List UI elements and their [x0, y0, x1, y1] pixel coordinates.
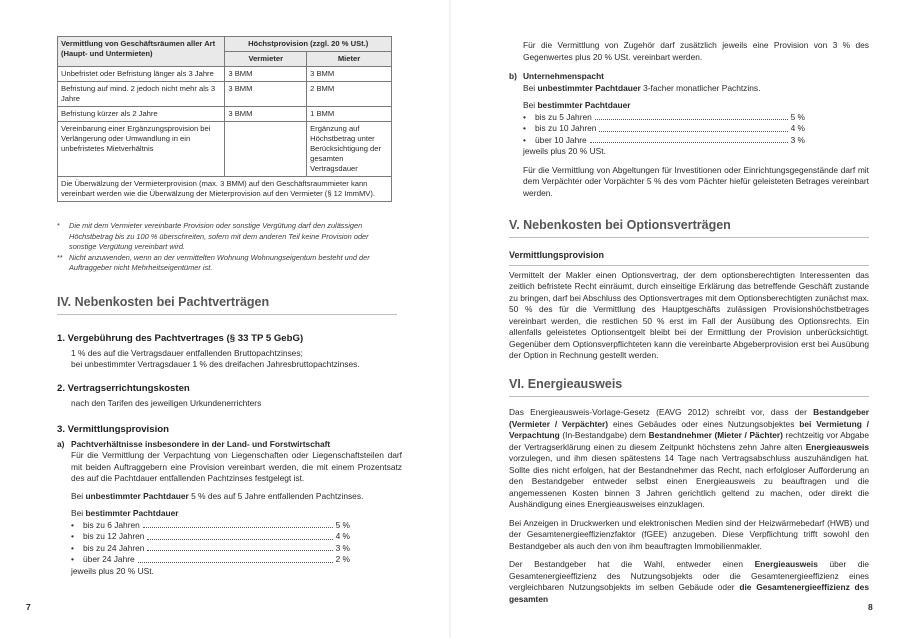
text-bold: Bestandgeber (Vermieter / Verpächter) [509, 407, 869, 429]
table-row [58, 122, 392, 177]
page-number: 7 [26, 602, 31, 612]
text-bold: bestimmter Pachtdauer [537, 100, 631, 110]
intro-text: Für die Vermittlung von Zugehör darf zusätzlich jeweils eine Provision von 3 % des Gegenwertes plus 20 % USt. vereinbart werden. [523, 40, 869, 62]
text-span: 3-facher monatlicher Pachtzins. [640, 82, 761, 93]
table-cell: Unbefristet oder Befristung länger als 3 Jahre [58, 67, 225, 82]
table-cell: Vereinbarung einer Ergänzungsprovision bei Verlängerung oder Umwandlung in ein unbefristetes Mietverhältnis [58, 122, 225, 177]
text-span: Bei [523, 82, 538, 93]
list-item-value: 2 % [335, 554, 350, 564]
list-item-value: 4 % [790, 123, 805, 133]
text-bold: Energieausweis [754, 559, 818, 569]
section-6-paragraph-2: Bei Anzeigen in Druckwerken und elektronischen Medien sind der Heizwärmebedarf (HWB) und der Gesamtenergieeffizienzfaktor (fGEE) anzugeben. Diese Verpflichtung trifft sowohl den Bestandgeber als auch den von ihm beauftragten Immobilienmakler. [509, 517, 869, 551]
text-bold: bei Vermietung / Verpachtung [509, 418, 869, 440]
text-span: eines Gebäudes oder eines Nutzungsobjektes [608, 418, 800, 429]
section-6-paragraph-3 [509, 559, 869, 605]
list-item-value: 4 % [335, 531, 350, 541]
table-cell: Ergänzung auf Höchstbetrag unter Berücksichtigung der gesamten Vertragsdauer [307, 122, 392, 177]
text-bold: unbestimmter Pachtdauer [537, 82, 641, 93]
right-page [450, 0, 900, 638]
table-cell: 3 BMM [225, 82, 307, 107]
vat-note: jeweils plus 20 % USt. [523, 146, 606, 156]
list-item: • bis zu 6 Jahren 5 % [71, 519, 350, 530]
table-cell: 1 BMM [307, 107, 392, 122]
vat-note: jeweils plus 20 % USt. [71, 565, 154, 576]
page-number: 8 [868, 602, 873, 612]
section-title-energieausweis: VI. Energieausweis [509, 379, 869, 397]
text-span: über die Gesamtenergieeffizienz des Nutzungsobjekts oder die Gesamtenergieeffizienz eines vergleichbaren Nutzungsobjekts im selben Gebäude oder [509, 559, 870, 592]
list-item-label: bis zu 24 Jahren [83, 542, 145, 553]
table-cell: 3 BMM [307, 67, 392, 82]
text-span: Bei [71, 508, 86, 518]
list-item-label: bis zu 12 Jahren [83, 531, 145, 541]
text-span: vorzulegen, und ihm diesen spätestens 14 Tage nach Vertragsabschluss auszuhändigen hat. Sollte dies nicht erfolgen, hat der Bestandnehmer das Recht, nach erfolgloser Aufforderung an den Bestandgeber entweder selbst einen Energieausweis zu beauftragen und die angemessenen Kosten binnen 3 Jahren gerichtlich geltend zu machen, oder direkt die Aushändigung eines Energieausweises einzuklagen. [509, 453, 869, 509]
section-1-line: bei unbestimmter Vertragsdauer 1 % des dreifachen Jahresbruttopachtzinses. [71, 359, 360, 369]
table-cell: 3 BMM [225, 107, 307, 122]
text-span: Der Bestandgeber hat die Wahl, entweder einen [509, 559, 755, 569]
text-bold: Bestandnehmer (Mieter / Pächter) [648, 430, 783, 440]
section-b-title: Unternehmenspacht [523, 71, 604, 81]
table-cell: Befristung auf mind. 2 jedoch nicht mehr als 3 Jahre [58, 82, 225, 107]
rate-list [57, 520, 350, 566]
list-item: • über 24 Jahre 2 % [71, 554, 350, 564]
section-3 [57, 424, 402, 577]
table-header-mieter: Mieter [307, 52, 392, 67]
footnote-mark: * [57, 221, 60, 230]
footnote [57, 221, 397, 253]
commission-table [57, 36, 392, 202]
table-row [58, 107, 392, 122]
section-b-bestimmt [509, 100, 869, 112]
section-b-abgeltung: Für die Vermittlung von Abgeltungen für Investitionen oder Einrichtungsgegenstände darf mit dem Verpächter oder Vorpächter 5 % des vom Pächter hiefür geleisteten Betrages vereinbart werden. [523, 164, 869, 198]
text-span: (In-Bestandgabe) dem [559, 430, 649, 440]
footnote [57, 253, 397, 274]
text-bold: bestimmter Pachtdauer [85, 508, 179, 518]
text-bold: die Gesamtenergieeffizienz des gesamten [509, 582, 869, 604]
section-5-text: Vermittelt der Makler einen Optionsvertrag, der dem optionsberechtigten Interessenten das zeitlich befristete Recht einräumt, durch einseitige Erklärung das betreffende Geschäft zustande zu bringen, darf bei Abschluss des Optionsvertrages mit dem Optionsberechtigten zunächst max. 50 % des für die Vermittlung des Hauptgeschäfts zulässigen Provisionshöchstbetrages vereinbart werden, die restlichen 50 % erst im Fall der Ausübung des Optionsrechts. Ein allenfalls geleistetes Optionsentgelt bleibt bei der Ermittlung der Provision unberücksichtigt. Gegenüber dem Optionsverpflichteten kann die vereinbarte Abgeberprovision erst bei Ausübung der Option in Rechnung gestellt werden. [509, 269, 869, 360]
section-6 [509, 407, 869, 605]
table-row [58, 67, 392, 82]
list-item: • bis zu 5 Jahren 5 % [523, 111, 805, 122]
text-span: Das Energieausweis-Vorlage-Gesetz (EAVG 2012) schreibt vor, dass der [509, 407, 814, 417]
section-3a-bestimmt [57, 508, 402, 520]
list-item-value: 3 % [335, 542, 350, 553]
section-b-label: b) [509, 71, 517, 81]
list-item-label: über 24 Jahre [83, 554, 135, 564]
table-footer: Die Überwälzung der Vermieterprovision (max. 3 BMM) auf den Geschäftsraummieter kann vereinbart werden wie die Überwälzung der Mieterprovision auf den Vermieter (§ 12 ImmMV). [58, 177, 392, 202]
section-3a-text: Für die Vermittlung der Verpachtung von Liegenschaften oder Liegenschaftsteilen darf mit beiden Auftraggebern eine Provision vereinbart werden, die mit einem Prozentsatz des auf die Pachtdauer entfallenden Pachtzinses festgelegt ist. [71, 450, 402, 483]
list-item-label: bis zu 6 Jahren [83, 519, 140, 530]
table-cell [225, 122, 307, 177]
section-3a-heading [57, 439, 402, 451]
section-2-line: nach den Tarifen des jeweiligen Urkundenerrichters [71, 397, 262, 408]
section-1-title: 1. Vergebührung des Pachtvertrages (§ 33 TP 5 GebG) [57, 333, 304, 344]
list-item-label: bis zu 10 Jahren [535, 123, 597, 133]
section-b [509, 71, 869, 199]
list-item: • bis zu 10 Jahren 4 % [523, 123, 805, 133]
text-span: Bei [523, 100, 538, 110]
list-item: • über 10 Jahre 3 % [523, 134, 805, 145]
section-b-unbestimmt [509, 83, 869, 95]
list-item-label: bis zu 5 Jahren [535, 111, 592, 122]
section-3a-title: Pachtverhältnisse insbesondere in der Land- und Forstwirtschaft [71, 438, 331, 449]
section-2 [57, 383, 402, 409]
footnote-mark: ** [57, 252, 63, 262]
text-span: rechtzeitig vor Abgabe der Vertragserklärung einen zu diesem Zeitpunkt höchstens zehn Jahre alten [509, 430, 869, 452]
rate-list [509, 112, 805, 147]
section-b-heading [509, 71, 869, 83]
table-header-vermieter: Vermieter [225, 52, 307, 67]
text-bold: Energieausweis [805, 441, 869, 452]
text-span: Bei [71, 490, 86, 501]
list-item-value: 5 % [335, 519, 350, 530]
section-3-title: 3. Vermittlungsprovision [57, 424, 169, 435]
list-item-value: 3 % [790, 134, 805, 145]
section-3a-label: a) [57, 438, 65, 449]
footnote-text: Nicht anzuwenden, wenn an der vermittelten Wohnung Wohnungseigentum besteht und der Auftraggeber nicht Mehrheitseigentümer ist. [69, 252, 370, 273]
table-cell: 2 BMM [307, 82, 392, 107]
footnote-text: Die mit dem Vermieter vereinbarte Provision oder sonstige Vergütung darf den zulässigen Höchstbetrag bis zu 100 % überschreiten, sofern mit dem anderen Teil keine Provision oder sonstige Vergütung vereinbart wird. [69, 221, 369, 252]
list-item: • bis zu 12 Jahren 4 % [71, 531, 350, 541]
section-2-title: 2. Vertragserrichtungskosten [57, 383, 190, 394]
section-title-option: V. Nebenkosten bei Optionsverträgen [509, 220, 869, 238]
table-cell: 3 BMM [225, 67, 307, 82]
list-item-label: über 10 Jahre [535, 134, 587, 145]
text-span: 5 % des auf 5 Jahre entfallenden Pachtzinses. [188, 490, 364, 501]
section-1 [57, 333, 402, 371]
table-cell: Befristung kürzer als 2 Jahre [58, 107, 225, 122]
section-6-paragraph-1 [509, 407, 869, 511]
table-footer-row [58, 177, 392, 202]
section-5 [509, 250, 869, 362]
section-3a-unbestimmt [57, 491, 402, 503]
table-row [58, 82, 392, 107]
text-bold: unbestimmter Pachtdauer [85, 490, 189, 501]
section-1-line: 1 % des auf die Vertragsdauer entfallenden Bruttopachtzinses; [71, 347, 303, 358]
list-item: • bis zu 24 Jahren 3 % [71, 542, 350, 553]
table-header-category: Vermittlung von Geschäftsräumen aller Art (Haupt- und Untermieten) [58, 37, 225, 67]
table-header-group: Höchstprovision (zzgl. 20 % USt.) [225, 37, 392, 52]
list-item-value: 5 % [790, 111, 805, 122]
section-5-subtitle: Vermittlungsprovision [509, 250, 869, 266]
section-title-pacht: IV. Nebenkosten bei Pachtverträgen [57, 297, 397, 315]
footnotes [57, 221, 397, 274]
